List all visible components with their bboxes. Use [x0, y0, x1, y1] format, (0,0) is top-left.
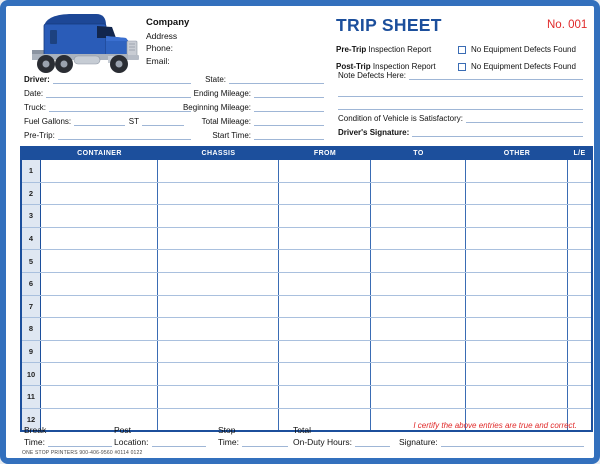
signature-input-line[interactable]	[441, 436, 584, 447]
cell-to[interactable]	[371, 228, 466, 250]
col-header-other: OTHER	[503, 150, 531, 157]
cell-from[interactable]	[279, 250, 371, 272]
page-title: TRIP SHEET	[336, 15, 442, 35]
cell-to[interactable]	[371, 273, 466, 295]
total-mileage-label: Total Mileage:	[201, 117, 251, 126]
ending-mileage-label: Ending Mileage:	[193, 89, 251, 98]
cell-container[interactable]	[41, 228, 158, 250]
col-header-number	[22, 148, 41, 160]
defects-blank-line-1[interactable]	[338, 85, 583, 97]
post-location-label: Location:	[114, 437, 149, 447]
total-mileage-input-line[interactable]	[254, 115, 324, 126]
cell-container[interactable]	[41, 250, 158, 272]
col-header-to: TO	[413, 150, 424, 157]
row-number: 4	[22, 228, 41, 250]
row-number: 10	[22, 363, 41, 385]
cell-le[interactable]	[568, 228, 591, 250]
cell-from[interactable]	[279, 318, 371, 340]
post-location-input-line[interactable]	[152, 436, 207, 447]
pre-trip-inspection-label	[336, 45, 431, 54]
pre-trip-time-label: Pre-Trip:	[24, 131, 55, 140]
cell-container[interactable]	[41, 318, 158, 340]
start-time-field	[212, 129, 324, 140]
fuel-gallons-label: Fuel Gallons:	[24, 117, 72, 126]
row-number: 9	[22, 341, 41, 363]
cell-to[interactable]	[371, 160, 466, 182]
total-label: Total	[293, 425, 311, 435]
cell-container[interactable]	[41, 386, 158, 408]
cell-other[interactable]	[466, 386, 568, 408]
company-phone-label: Phone:	[146, 43, 173, 53]
cell-other[interactable]	[466, 250, 568, 272]
cell-from[interactable]	[279, 183, 371, 205]
cell-to[interactable]	[371, 386, 466, 408]
cell-container[interactable]	[41, 409, 158, 431]
stop-time-field	[218, 436, 288, 447]
cell-container[interactable]	[41, 296, 158, 318]
col-header-from: FROM	[313, 150, 337, 157]
sheet-number: No. 001	[547, 19, 588, 31]
row-number: 3	[22, 205, 41, 227]
break-time-label: Time:	[24, 437, 45, 447]
cell-from[interactable]	[279, 205, 371, 227]
pre-trip-checkbox[interactable]	[458, 46, 466, 54]
company-name-label: Company	[146, 17, 190, 28]
break-label: Break	[24, 425, 47, 435]
beginning-mileage-input-line[interactable]	[254, 101, 324, 112]
pre-trip-rest: Inspection Report	[366, 45, 432, 54]
cell-le[interactable]	[568, 341, 591, 363]
row-number: 8	[22, 318, 41, 340]
truck-icon	[16, 10, 140, 74]
row-number: 12	[22, 409, 41, 431]
row-number: 11	[22, 386, 41, 408]
signature-field	[399, 436, 584, 447]
company-address-label: Address	[146, 30, 178, 41]
cell-chassis[interactable]	[158, 160, 279, 182]
table-row	[22, 183, 591, 206]
stop-label: Stop	[218, 425, 236, 435]
cell-le[interactable]	[568, 296, 591, 318]
break-time-field	[24, 436, 112, 447]
table-row	[22, 205, 591, 228]
beginning-mileage-label: Beginning Mileage:	[182, 103, 251, 112]
row-number: 7	[22, 296, 41, 318]
cell-le[interactable]	[568, 205, 591, 227]
defects-blank-line-2[interactable]	[338, 98, 583, 110]
driver-input-line[interactable]	[53, 73, 191, 84]
company-email-label: Email:	[146, 55, 170, 66]
truck-input-line[interactable]	[49, 101, 191, 112]
ending-mileage-input-line[interactable]	[254, 87, 324, 98]
post-trip-rest: Inspection Report	[370, 62, 436, 71]
cell-container[interactable]	[41, 205, 158, 227]
cell-chassis[interactable]	[158, 228, 279, 250]
pre-trip-no-defects	[458, 45, 576, 54]
cell-to[interactable]	[371, 296, 466, 318]
cell-from[interactable]	[279, 296, 371, 318]
driver-label: Driver:	[24, 75, 50, 84]
fuel-gallons-field	[24, 115, 184, 126]
stop-time-input-line[interactable]	[242, 436, 288, 447]
cell-chassis[interactable]	[158, 341, 279, 363]
condition-input-line[interactable]	[466, 112, 583, 123]
condition-label: Condition of Vehicle is Satisfactory:	[338, 114, 463, 123]
table-row	[22, 363, 591, 386]
post-location-field	[114, 436, 206, 447]
cell-le[interactable]	[568, 183, 591, 205]
cell-container[interactable]	[41, 183, 158, 205]
row-number: 6	[22, 273, 41, 295]
table-row	[22, 160, 591, 183]
cell-container[interactable]	[41, 273, 158, 295]
table-row	[22, 341, 591, 364]
row-number: 1	[22, 160, 41, 182]
table-row	[22, 318, 591, 341]
cell-other[interactable]	[466, 273, 568, 295]
no-defects-label: No Equipment Defects Found	[471, 62, 576, 71]
col-header-chassis: CHASSIS	[201, 150, 236, 157]
table-row	[22, 250, 591, 273]
cell-to[interactable]	[371, 183, 466, 205]
cell-other[interactable]	[466, 205, 568, 227]
st-label: ST	[128, 117, 139, 126]
cell-chassis[interactable]	[158, 363, 279, 385]
cell-from[interactable]	[279, 273, 371, 295]
cell-chassis[interactable]	[158, 273, 279, 295]
start-time-input-line[interactable]	[254, 129, 324, 140]
row-number: 5	[22, 250, 41, 272]
certify-statement: I certify the above entries are true and correct.	[413, 421, 577, 430]
note-defects-field	[338, 69, 583, 80]
cell-from[interactable]	[279, 160, 371, 182]
truck-field	[24, 101, 191, 112]
cell-to[interactable]	[371, 250, 466, 272]
cell-chassis[interactable]	[158, 386, 279, 408]
fuel-gallons-input-line[interactable]	[74, 115, 125, 126]
ending-mileage-field	[194, 87, 324, 98]
row-number: 2	[22, 183, 41, 205]
cell-other[interactable]	[466, 296, 568, 318]
condition-field	[338, 112, 583, 123]
cell-to[interactable]	[371, 341, 466, 363]
post-label: Post	[114, 425, 132, 435]
note-defects-input-line[interactable]	[409, 69, 583, 80]
cell-from[interactable]	[279, 341, 371, 363]
cell-other[interactable]	[466, 183, 568, 205]
cell-other[interactable]	[466, 341, 568, 363]
cell-le[interactable]	[568, 318, 591, 340]
st-input-line[interactable]	[142, 115, 184, 126]
cell-chassis[interactable]	[158, 318, 279, 340]
start-time-label: Start Time:	[212, 131, 251, 140]
signature-label: Signature:	[399, 437, 438, 447]
cell-le[interactable]	[568, 250, 591, 272]
note-defects-label: Note Defects Here:	[338, 71, 407, 80]
col-header-container: CONTAINER	[77, 150, 122, 157]
cell-other[interactable]	[466, 160, 568, 182]
cell-other[interactable]	[466, 228, 568, 250]
date-field	[24, 87, 191, 98]
table-row	[22, 228, 591, 251]
table-row	[22, 273, 591, 296]
on-duty-hours-label: On-Duty Hours:	[293, 437, 353, 447]
driver-signature-label: Driver's Signature:	[338, 128, 410, 137]
truck-logo-image	[16, 10, 140, 74]
table-header-row	[22, 148, 591, 160]
cell-le[interactable]	[568, 363, 591, 385]
driver-field	[24, 73, 191, 84]
company-block	[146, 17, 189, 67]
total-mileage-field	[202, 115, 324, 126]
cell-other[interactable]	[466, 363, 568, 385]
trip-log-table	[20, 146, 593, 432]
pre-trip-field	[24, 129, 191, 140]
cell-le[interactable]	[568, 160, 591, 182]
date-input-line[interactable]	[46, 87, 191, 98]
cell-to[interactable]	[371, 318, 466, 340]
table-row	[22, 296, 591, 319]
driver-signature-field	[338, 126, 583, 137]
cell-other[interactable]	[466, 318, 568, 340]
cell-container[interactable]	[41, 363, 158, 385]
cell-chassis[interactable]	[158, 296, 279, 318]
state-field	[205, 73, 324, 84]
truck-label: Truck:	[24, 103, 46, 112]
beginning-mileage-field	[183, 101, 324, 112]
driver-signature-input-line[interactable]	[412, 126, 583, 137]
cell-le[interactable]	[568, 273, 591, 295]
cell-le[interactable]	[568, 386, 591, 408]
on-duty-hours-input-line[interactable]	[355, 436, 390, 447]
pre-trip-bold: Pre-Trip	[336, 45, 367, 54]
col-header-le: L/E	[573, 150, 586, 157]
cell-container[interactable]	[41, 160, 158, 182]
cell-to[interactable]	[371, 205, 466, 227]
stop-time-label: Time:	[218, 437, 239, 447]
date-label: Date:	[24, 89, 44, 98]
cell-to[interactable]	[371, 363, 466, 385]
cell-from[interactable]	[279, 228, 371, 250]
on-duty-hours-field	[293, 436, 390, 447]
cell-from[interactable]	[279, 386, 371, 408]
cell-from[interactable]	[279, 363, 371, 385]
post-trip-bold: Post-Trip	[336, 62, 371, 71]
printer-info: ONE STOP PRINTERS 900-406-9560 #0114 0122	[22, 450, 143, 456]
state-input-line[interactable]	[229, 73, 324, 84]
cell-chassis[interactable]	[158, 250, 279, 272]
pre-trip-input-line[interactable]	[58, 129, 191, 140]
cell-container[interactable]	[41, 341, 158, 363]
table-row	[22, 386, 591, 409]
state-label: State:	[205, 75, 226, 84]
no-defects-label: No Equipment Defects Found	[471, 45, 576, 54]
cell-chassis[interactable]	[158, 205, 279, 227]
cell-chassis[interactable]	[158, 183, 279, 205]
break-time-input-line[interactable]	[48, 436, 112, 447]
